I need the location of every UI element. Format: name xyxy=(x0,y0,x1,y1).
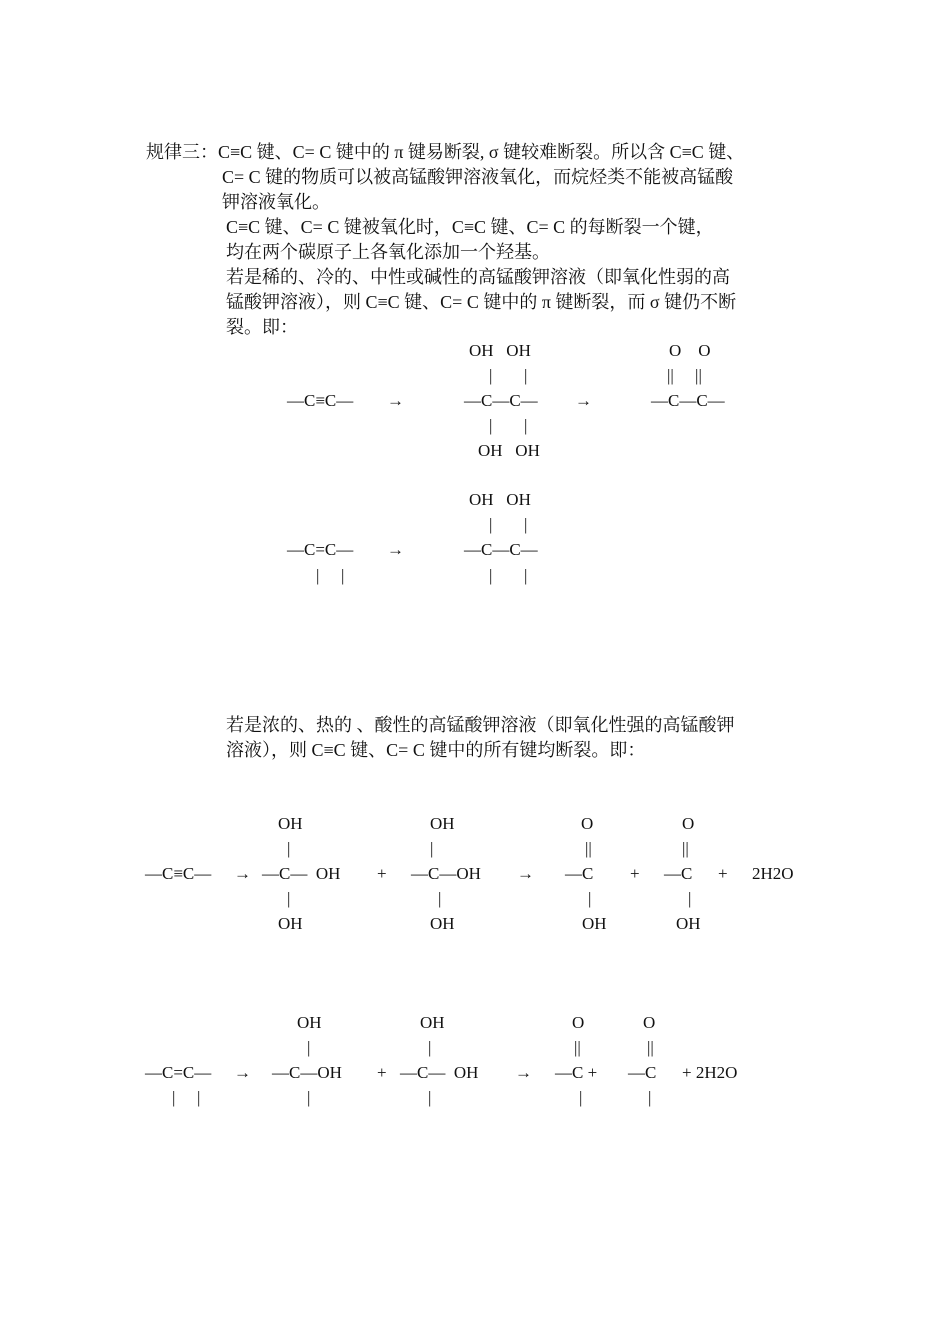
eq2-bond-line: | xyxy=(524,566,528,585)
eq4-bond-line: | xyxy=(307,1088,311,1107)
eq2-bond-line: | xyxy=(316,566,320,585)
eq4-m2-middle: —C— OH xyxy=(400,1063,479,1082)
eq3-bond-line: | xyxy=(430,839,434,858)
eq3-plus-3: + xyxy=(718,864,728,883)
rule-three-line-1: 规律三：C≡C 键、C= C 键中的 π 键易断裂, σ 键较难断裂。所以含 C≡C 键、 xyxy=(146,142,745,162)
oxidation-note-line-2: 均在两个碳原子上各氧化添加一个羟基。 xyxy=(226,242,550,262)
eq3-plus-2: + xyxy=(630,864,640,883)
eq3-water: 2H2O xyxy=(752,864,794,883)
eq3-bond-line: | xyxy=(588,889,592,908)
eq4-reactant: —C=C— xyxy=(145,1063,212,1082)
eq1-bond-line: | xyxy=(489,416,493,435)
eq1-arrow: → xyxy=(387,391,404,410)
eq1-reactant: —C≡C— xyxy=(287,391,354,410)
eq4-bond-line: | xyxy=(197,1088,201,1107)
eq3-p2-top: O xyxy=(682,814,695,833)
eq3-p1-top: O xyxy=(581,814,594,833)
eq3-reactant: —C≡C— xyxy=(145,864,212,883)
eq4-plus-1: + xyxy=(377,1063,387,1082)
eq3-m1-top: OH xyxy=(278,814,303,833)
eq3-m2-bottom: OH xyxy=(430,914,455,933)
eq4-bond-line: | xyxy=(579,1088,583,1107)
eq4-p2-middle: —C xyxy=(628,1063,657,1082)
eq4-bond-line: | xyxy=(428,1038,432,1057)
eq3-bond-line: | xyxy=(287,839,291,858)
eq2-product-middle: —C—C— xyxy=(464,540,538,559)
eq1-intermediate-middle: —C—C— xyxy=(464,391,538,410)
eq4-p2-top: O xyxy=(643,1013,656,1032)
eq3-bond-line: | xyxy=(688,889,692,908)
rule-three-line-2: C= C 键的物质可以被高锰酸钾溶液氧化，而烷烃类不能被高锰酸 xyxy=(222,167,734,187)
eq4-tail: + 2H2O xyxy=(682,1063,738,1082)
eq1-bond-line: | xyxy=(524,366,528,385)
dilute-case-line-2: 锰酸钾溶液），则 C≡C 键、C= C 键中的 π 键断裂，而 σ 键仍不断 xyxy=(226,292,737,312)
eq3-p2-bottom: OH xyxy=(676,914,701,933)
eq3-p1-bond: || xyxy=(585,839,592,858)
eq1-product-middle: —C—C— xyxy=(651,391,725,410)
eq4-bond-line: | xyxy=(307,1038,311,1057)
eq3-p1-middle: —C xyxy=(565,864,594,883)
eq2-bond-line: | xyxy=(524,515,528,534)
eq3-bond-line: | xyxy=(438,889,442,908)
concentrated-case-line-2: 溶液），则 C≡C 键、C= C 键中的所有键均断裂。即： xyxy=(226,740,646,760)
eq3-m1-middle: —C— OH xyxy=(262,864,341,883)
eq1-intermediate-bottom: OH OH xyxy=(478,441,540,460)
eq2-reactant: —C=C— xyxy=(287,540,354,559)
eq3-bond-line: | xyxy=(287,889,291,908)
eq4-bond-line: | xyxy=(172,1088,176,1107)
eq4-arrow: → xyxy=(234,1063,251,1082)
concentrated-case-line-1: 若是浓的、热的 、酸性的高锰酸钾溶液（即氧化性强的高锰酸钾 xyxy=(226,715,735,735)
eq4-m1-middle: —C—OH xyxy=(272,1063,342,1082)
eq3-plus-1: + xyxy=(377,864,387,883)
eq1-product-bonds: || || xyxy=(667,366,702,385)
eq2-bond-line: | xyxy=(341,566,345,585)
eq4-bond-line: | xyxy=(428,1088,432,1107)
eq1-intermediate-top: OH OH xyxy=(469,341,531,360)
eq1-bond-line: | xyxy=(489,366,493,385)
eq4-p1-middle: —C + xyxy=(555,1063,598,1082)
eq4-p1-top: O xyxy=(572,1013,585,1032)
eq4-p1-bond: || xyxy=(574,1038,581,1057)
eq3-m2-top: OH xyxy=(430,814,455,833)
eq4-m2-top: OH xyxy=(420,1013,445,1032)
eq3-arrow: → xyxy=(234,864,251,883)
eq2-product-top: OH OH xyxy=(469,490,531,509)
eq4-p2-bond: || xyxy=(647,1038,654,1057)
eq1-product-top: O O xyxy=(669,341,711,360)
eq3-p2-bond: || xyxy=(682,839,689,858)
dilute-case-line-3: 裂。即： xyxy=(226,317,298,337)
eq2-bond-line: | xyxy=(489,566,493,585)
eq3-p2-middle: —C xyxy=(664,864,693,883)
eq3-m1-bottom: OH xyxy=(278,914,303,933)
eq2-arrow: → xyxy=(387,540,404,559)
dilute-case-line-1: 若是稀的、冷的、中性或碱性的高锰酸钾溶液（即氧化性弱的高 xyxy=(226,267,730,287)
eq4-bond-line: | xyxy=(648,1088,652,1107)
eq1-arrow-2: → xyxy=(575,391,592,410)
eq4-arrow-2: → xyxy=(515,1063,532,1082)
eq3-m2-middle: —C—OH xyxy=(411,864,481,883)
eq3-arrow-2: → xyxy=(517,864,534,883)
eq3-p1-bottom: OH xyxy=(582,914,607,933)
eq1-bond-line: | xyxy=(524,416,528,435)
rule-three-line-3: 钾溶液氧化。 xyxy=(222,192,330,212)
oxidation-note-line-1: C≡C 键、C= C 键被氧化时，C≡C 键、C= C 的每断裂一个键， xyxy=(226,217,714,237)
eq2-bond-line: | xyxy=(489,515,493,534)
eq4-m1-top: OH xyxy=(297,1013,322,1032)
